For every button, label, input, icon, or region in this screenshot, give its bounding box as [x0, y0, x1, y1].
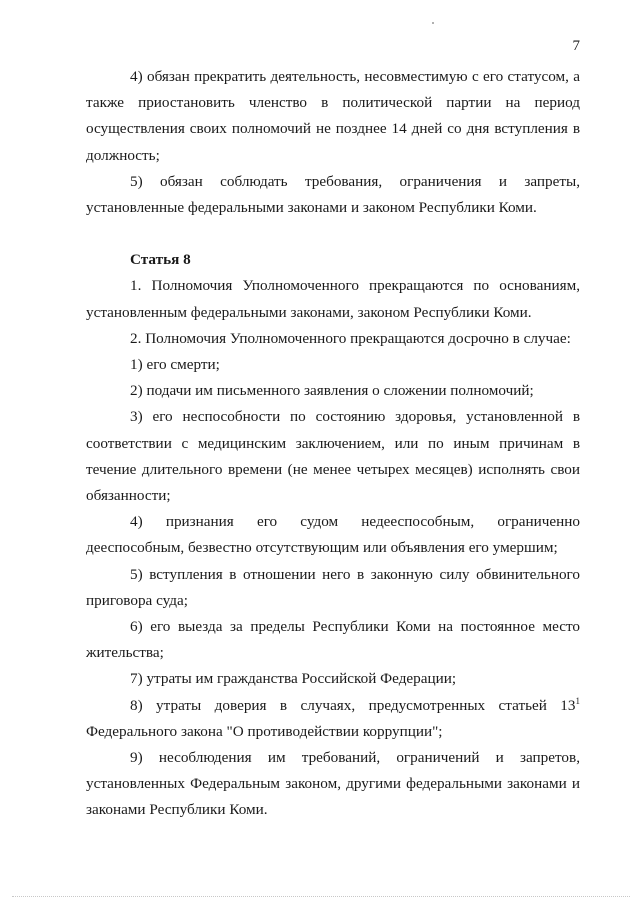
page-number: 7	[572, 38, 580, 54]
article-paragraph-2: 2. Полномочия Уполномоченного прекращаются досрочно в случае:	[130, 329, 571, 347]
article-superscript: 1	[575, 695, 580, 706]
paragraph-item-5: 5) обязан соблюдать требования, ограничения и запреты, установленные федеральными законами и законом Республики Коми.	[86, 172, 580, 217]
list-item-8-text-end: Федерального закона "О противодействии коррупции";	[86, 722, 443, 740]
list-item-3: 3) его неспособности по состоянию здоровья, установленной в соответствии с медицинским заключением, или по иным причинам в течение длительного времени (не менее четырех месяцев) исполнять свои обязанности;	[86, 408, 580, 505]
list-item-5: 5) вступления в отношении него в законную силу обвинительного приговора суда;	[86, 565, 580, 609]
list-item-6: 6) его выезда за пределы Республики Коми на постоянное место жительства;	[86, 618, 580, 662]
list-item-1: 1) его смерти;	[130, 356, 220, 374]
spacer	[86, 221, 580, 247]
paragraph-item-4: 4) обязан прекратить деятельность, несовместимую с его статусом, а также приостановить членство в политической партии на период осуществления своих полномочий не позднее 14 дней со дня вступления в должность;	[86, 68, 580, 164]
list-item-2: 2) подачи им письменного заявления о сложении полномочий;	[130, 382, 534, 400]
list-item-8	[86, 693, 580, 745]
article-paragraph-1: 1. Полномочия Уполномоченного прекращаются по основаниям, установленным федеральными законами, законом Республики Коми.	[86, 277, 580, 321]
list-item-9: 9) несоблюдения им требований, ограничений и запретов, установленных Федеральным законом, другими федеральными законами и законами Республики Коми.	[86, 749, 580, 819]
list-item-4: 4) признания его судом недееспособным, ограниченно дееспособным, безвестно отсутствующим или объявления его умершим;	[86, 513, 580, 557]
document-body	[86, 64, 580, 824]
scan-edge-line	[12, 896, 630, 898]
list-item-8-text: 8) утраты доверия в случаях, предусмотренных статьей 13	[130, 696, 576, 714]
article-heading: Статья 8	[130, 251, 191, 269]
scan-speck	[432, 22, 434, 24]
list-item-7: 7) утраты им гражданства Российской Федерации;	[130, 670, 457, 688]
